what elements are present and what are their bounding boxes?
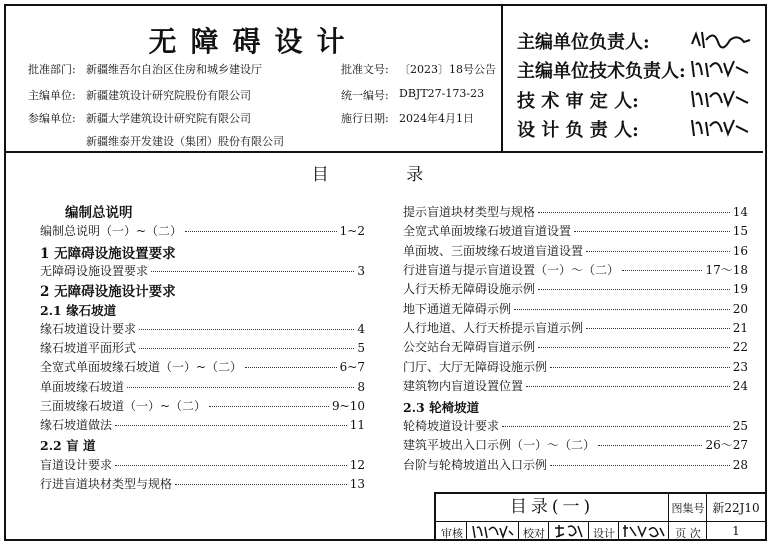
doc-no-label: 批准文号: (341, 63, 389, 76)
toc-entry[interactable]: 盲道设计要求 12 (40, 458, 365, 472)
effective-value: 2024年4月1日 (399, 112, 474, 125)
approver-label: 批准部门: (28, 63, 76, 76)
section-general-heading: 编制总说明 (65, 205, 133, 221)
editor-label: 主编单位: (28, 89, 76, 102)
unified-no-label: 统一编号: (341, 89, 389, 102)
design-label: 设计 (593, 527, 615, 540)
header-divider (6, 151, 763, 153)
atlas-label: 图集号 (671, 502, 705, 515)
toc-entry[interactable]: 建筑物内盲道设置位置 24 (403, 379, 748, 393)
section-2-heading: 2 无障碍设施设计要求 (40, 284, 176, 300)
participant-label: 参编单位: (28, 112, 76, 125)
signature-4 (688, 114, 754, 140)
toc-entry[interactable]: 行进盲道块材类型与规格 13 (40, 477, 365, 491)
responsible-persons-block (503, 6, 763, 151)
toc-entry[interactable]: 编制总说明（一）~（二） 1~2 (40, 224, 365, 238)
toc-entry[interactable]: 建筑平坡出入口示例（一）～（二） 26～27 (403, 438, 748, 452)
header-info-block (6, 6, 503, 151)
review-label: 审核 (441, 527, 463, 540)
check-label: 校对 (523, 527, 545, 540)
signature-2 (688, 55, 754, 81)
participant-value-1: 新疆大学建筑设计研究院有限公司 (86, 112, 251, 125)
toc-entry[interactable]: 人行天桥无障碍设施示例 19 (403, 282, 748, 296)
toc-entry[interactable]: 无障碍设施设置要求 3 (40, 264, 365, 278)
toc-entry[interactable]: 缘石坡道做法 11 (40, 418, 365, 432)
toc-entry[interactable]: 全宽式单面坡缘石坡道盲道设置 15 (403, 224, 748, 238)
review-signature (470, 522, 514, 540)
page-label: 页 次 (675, 527, 701, 540)
technical-approver-label: 技 术 审 定 人: (517, 91, 639, 112)
section-2-2-heading: 2.2 盲 道 (40, 438, 96, 453)
chief-editor-unit-head-label: 主编单位负责人: (517, 32, 650, 53)
section-2-1-heading: 2.1 缘石坡道 (40, 303, 117, 318)
signature-3 (688, 85, 754, 111)
toc-entry[interactable]: 单面坡缘石坡道 8 (40, 380, 365, 394)
toc-entry[interactable]: 人行地道、人行天桥提示盲道示例 21 (403, 321, 748, 335)
section-1-heading: 1 无障碍设施设置要求 (40, 246, 176, 262)
chief-editor-tech-head-label: 主编单位技术负责人: (517, 61, 686, 82)
toc-entry[interactable]: 地下通道无障碍示例 20 (403, 302, 748, 316)
unified-no-value: DBJT27-173-23 (399, 87, 485, 100)
toc-entry[interactable]: 三面坡缘石坡道（一）~（二） 9~10 (40, 399, 365, 413)
toc-entry[interactable]: 轮椅坡道设计要求 25 (403, 419, 748, 433)
toc-entry[interactable]: 门厅、大厅无障碍设施示例 23 (403, 360, 748, 374)
doc-no-value: 〔2023〕18号公告 (399, 63, 496, 76)
editor-value: 新疆建筑设计研究院股份有限公司 (86, 89, 251, 102)
toc-entry[interactable]: 提示盲道块材类型与规格 14 (403, 205, 748, 219)
sheet-title: 目录(一) (436, 494, 669, 522)
design-signature (620, 522, 666, 540)
toc-entry[interactable]: 缘石坡道平面形式 5 (40, 341, 365, 355)
approver-value: 新疆维吾尔自治区住房和城乡建设厅 (86, 63, 262, 76)
section-2-3-heading: 2.3 轮椅坡道 (403, 400, 480, 415)
toc-entry[interactable]: 台阶与轮椅坡道出入口示例 28 (403, 458, 748, 472)
toc-entry[interactable]: 行进盲道与提示盲道设置（一）～（二） 17～18 (403, 263, 748, 277)
document-title: 无障碍设计 (148, 25, 359, 58)
toc-entry[interactable]: 全宽式单面坡缘石坡道（一）~（二） 6~7 (40, 360, 365, 374)
effective-label: 施行日期: (341, 112, 389, 125)
check-signature (552, 522, 586, 540)
toc-entry[interactable]: 缘石坡道设计要求 4 (40, 322, 365, 336)
signature-1 (688, 26, 754, 52)
title-block (434, 492, 765, 541)
toc-entry[interactable]: 公交站台无障碍盲道示例 22 (403, 340, 748, 354)
toc-heading: 目 录 (311, 165, 460, 185)
design-lead-label: 设 计 负 责 人: (517, 120, 639, 141)
participant-value-2: 新疆维泰开发建设（集团）股份有限公司 (86, 135, 284, 148)
page-number: 1 (732, 524, 740, 538)
toc-entry[interactable]: 单面坡、三面坡缘石坡道盲道设置 16 (403, 244, 748, 258)
atlas-number: 新22J10 (712, 501, 760, 515)
